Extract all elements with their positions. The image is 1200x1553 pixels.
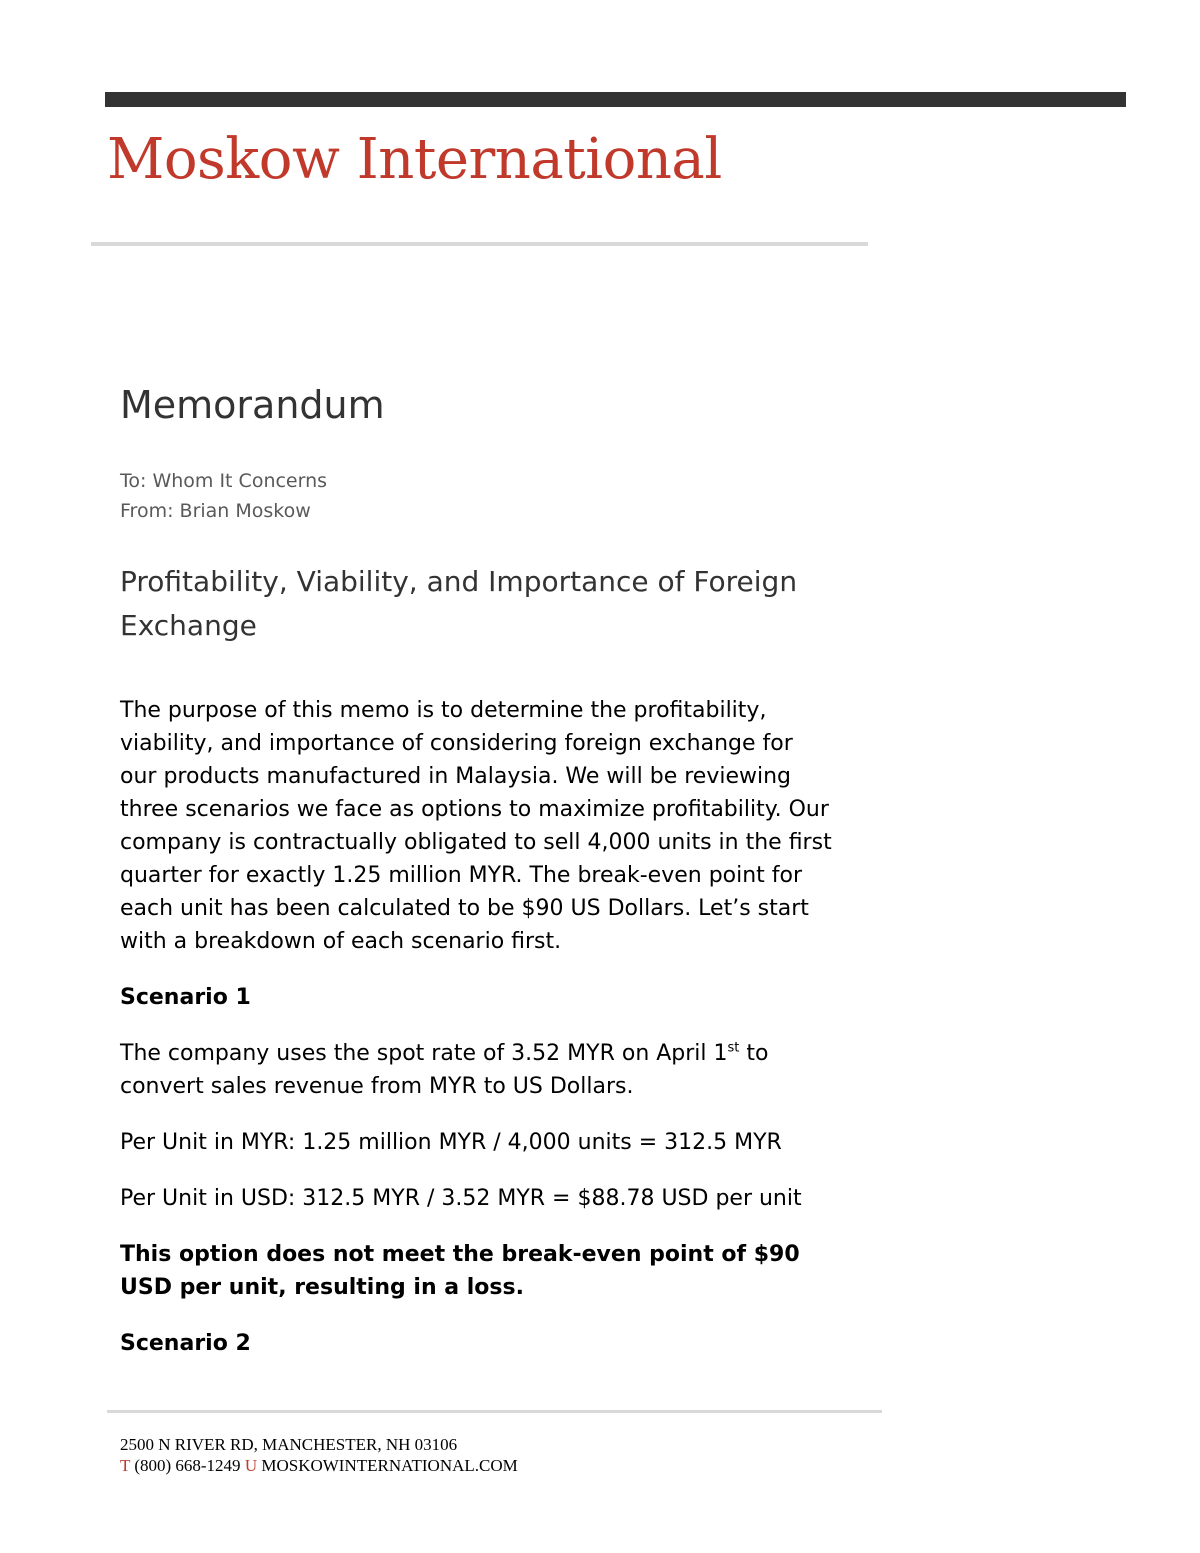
per-unit-usd-calc: Per Unit in USD: 312.5 MYR / 3.52 MYR = $88.78 USD per unit	[120, 1186, 802, 1211]
company-name: Moskow International	[107, 127, 722, 192]
memo-from-label: From:	[120, 500, 174, 522]
header-top-bar	[105, 92, 1126, 107]
memo-meta	[120, 466, 327, 526]
scenario-2-heading: Scenario 2	[120, 1331, 251, 1356]
scenario-1-description	[120, 1037, 900, 1103]
intro-line: quarter for exactly 1.25 million MYR. The break-even point for	[120, 863, 803, 888]
intro-paragraph	[120, 694, 900, 958]
scenario-1-heading: Scenario 1	[120, 985, 251, 1010]
intro-line: The purpose of this memo is to determine the profitability,	[120, 698, 767, 723]
intro-line: viability, and importance of considering foreign exchange for	[120, 731, 793, 756]
scenario-1-desc-text: The company uses the spot rate of 3.52 MYR on April 1	[120, 1041, 728, 1066]
memo-body	[120, 694, 900, 1360]
memo-subject-line: Exchange	[120, 609, 257, 642]
url-label: U	[244, 1456, 258, 1475]
conclusion-line: This option does not meet the break-even point of $90	[120, 1242, 800, 1267]
header-divider	[91, 242, 868, 246]
memo-to-value: Whom It Concerns	[152, 470, 328, 492]
scenario-1-conclusion	[120, 1238, 900, 1304]
ordinal-suffix: st	[727, 1040, 740, 1056]
footer-phone: (800) 668-1249	[134, 1456, 241, 1475]
memo-from-line	[120, 496, 327, 526]
intro-line: each unit has been calculated to be $90 US Dollars. Let’s start	[120, 896, 809, 921]
footer-url: MOSKOWINTERNATIONAL.COM	[261, 1456, 518, 1475]
document-type-title: Memorandum	[120, 383, 385, 427]
intro-line: with a breakdown of each scenario first.	[120, 929, 562, 954]
per-unit-myr-calc: Per Unit in MYR: 1.25 million MYR / 4,000 units = 312.5 MYR	[120, 1130, 782, 1155]
footer-contact-line	[120, 1455, 518, 1476]
memo-from-value: Brian Moskow	[179, 500, 311, 522]
phone-label: T	[120, 1456, 131, 1475]
intro-line: three scenarios we face as options to maximize profitability. Our	[120, 797, 829, 822]
footer-divider	[107, 1410, 882, 1413]
intro-line: our products manufactured in Malaysia. We will be reviewing	[120, 764, 792, 789]
conclusion-line: USD per unit, resulting in a loss.	[120, 1275, 524, 1300]
memo-subject-line: Profitability, Viability, and Importance of Foreign	[120, 565, 798, 598]
scenario-1-desc-text: to	[739, 1041, 769, 1066]
scenario-1-desc-line: convert sales revenue from MYR to US Dollars.	[120, 1074, 634, 1099]
memo-subject	[120, 560, 900, 648]
memo-to-line	[120, 466, 327, 496]
intro-line: company is contractually obligated to sell 4,000 units in the first	[120, 830, 832, 855]
footer-address: 2500 N RIVER RD, MANCHESTER, NH 03106	[120, 1435, 458, 1454]
footer	[120, 1434, 518, 1476]
memo-to-label: To:	[120, 470, 147, 492]
